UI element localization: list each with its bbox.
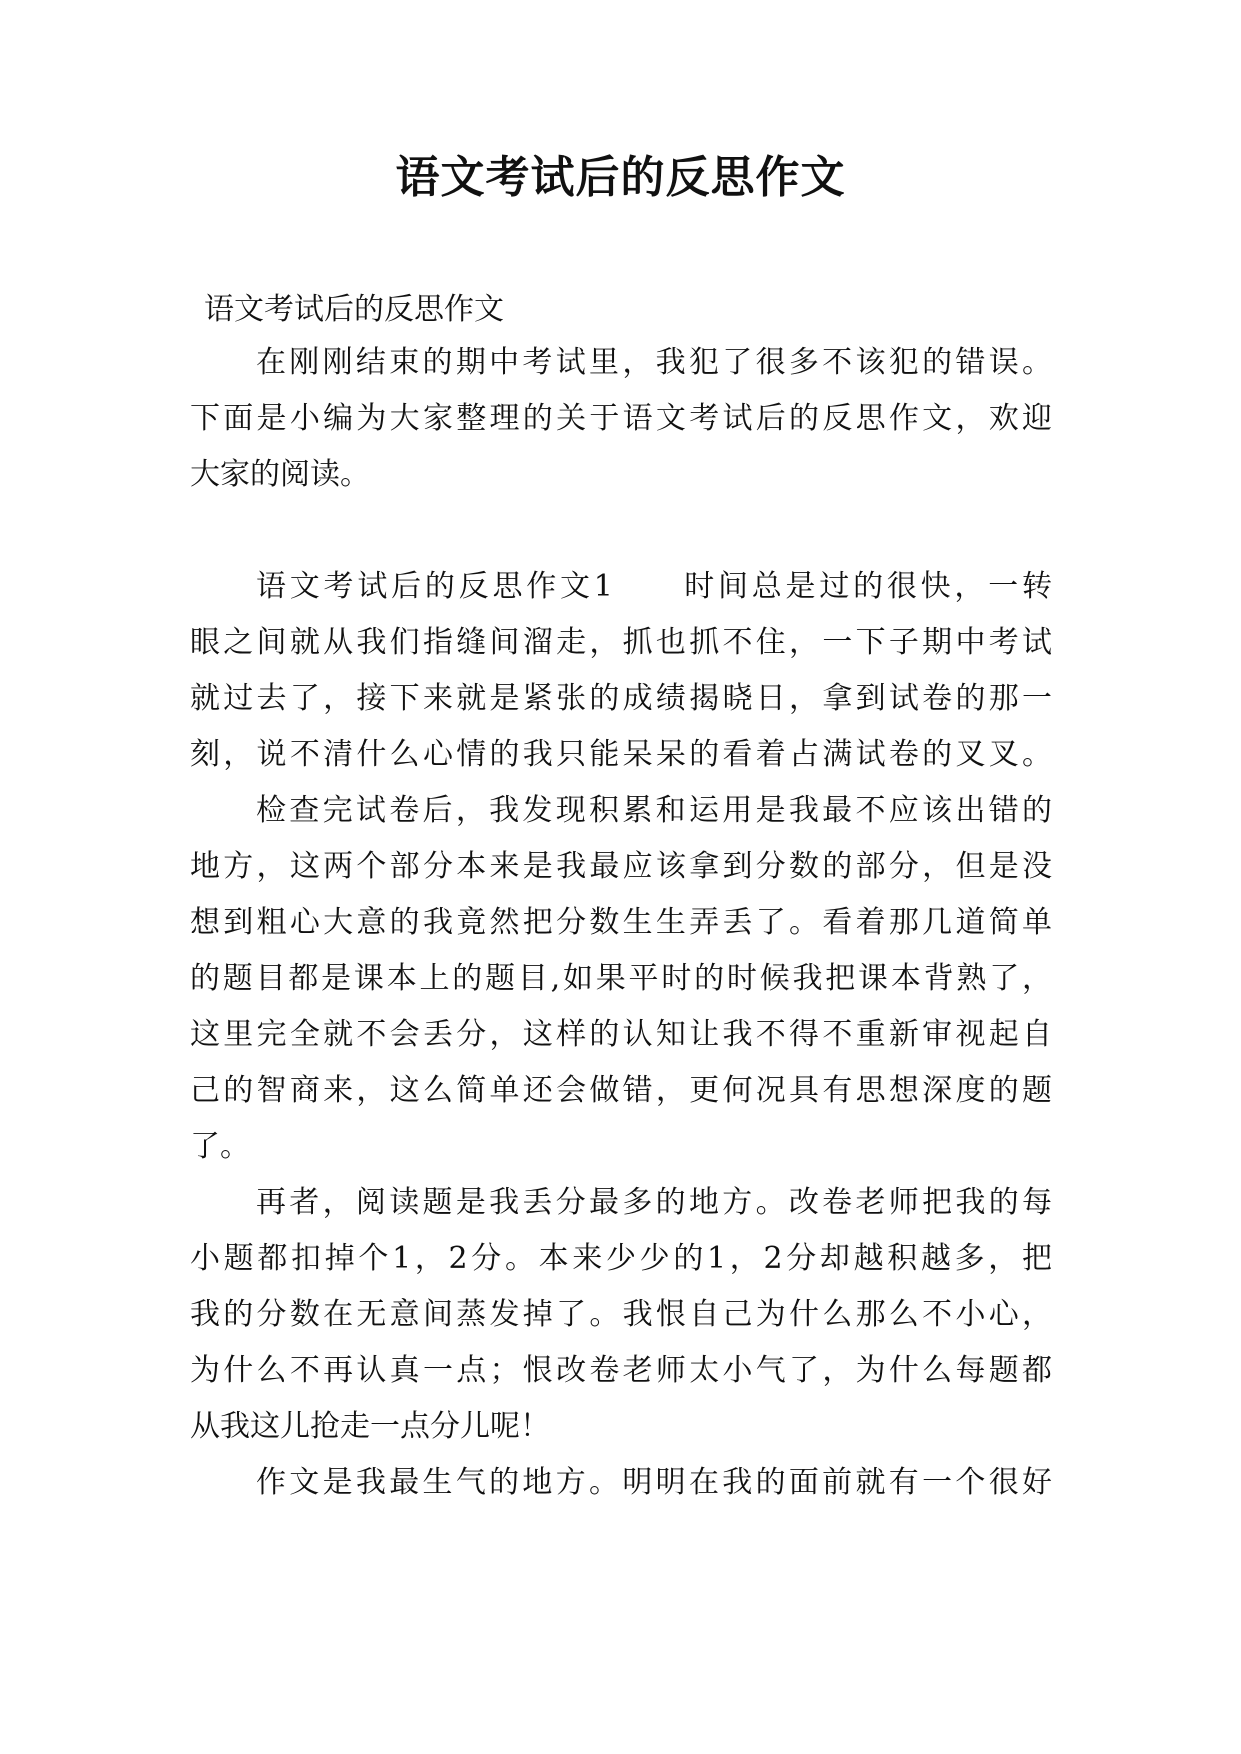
- paragraph-line: 再者，阅读题是我丢分最多的地方。改卷老师把我的每: [256, 1185, 1052, 1220]
- paragraph-line: 为什么不再认真一点；恨改卷老师太小气了，为什么每题都: [190, 1353, 1052, 1388]
- intro-line: 在刚刚结束的期中考试里，我犯了很多不该犯的错误。: [256, 345, 1052, 380]
- paragraph-line: 小题都扣掉个1，2分。本来少少的1，2分却越积越多，把: [190, 1241, 1052, 1276]
- paragraph-line: 了。: [190, 1129, 250, 1164]
- paragraph-line: 这里完全就不会丢分，这样的认知让我不得不重新审视起自: [190, 1017, 1052, 1052]
- document-subtitle: 语文考试后的反思作文: [204, 292, 504, 327]
- paragraph-line: 从我这儿抢走一点分儿呢！: [190, 1409, 550, 1444]
- essay-line: 语文考试后的反思作文1 时间总是过的很快，一转: [256, 569, 1052, 604]
- paragraph-line: 的题目都是课本上的题目,如果平时的时候我把课本背熟了，: [190, 961, 1052, 996]
- document-title: 语文考试后的反思作文: [395, 152, 846, 203]
- intro-line: 下面是小编为大家整理的关于语文考试后的反思作文，欢迎: [190, 401, 1052, 436]
- paragraph-line: 己的智商来，这么简单还会做错，更何况具有思想深度的题: [190, 1073, 1052, 1108]
- paragraph-line: 作文是我最生气的地方。明明在我的面前就有一个很好: [256, 1465, 1052, 1500]
- intro-line: 大家的阅读。: [190, 457, 370, 492]
- paragraph-line: 我的分数在无意间蒸发掉了。我恨自己为什么那么不小心，: [190, 1297, 1052, 1332]
- essay-line: 眼之间就从我们指缝间溜走，抓也抓不住，一下子期中考试: [190, 625, 1052, 660]
- essay-line: 就过去了，接下来就是紧张的成绩揭晓日，拿到试卷的那一: [190, 681, 1052, 716]
- paragraph-line: 检查完试卷后，我发现积累和运用是我最不应该出错的: [256, 793, 1052, 828]
- essay-line: 刻，说不清什么心情的我只能呆呆的看着占满试卷的叉叉。: [190, 737, 1052, 772]
- paragraph-line: 想到粗心大意的我竟然把分数生生弄丢了。看着那几道简单: [190, 905, 1052, 940]
- paragraph-line: 地方，这两个部分本来是我最应该拿到分数的部分，但是没: [190, 849, 1052, 884]
